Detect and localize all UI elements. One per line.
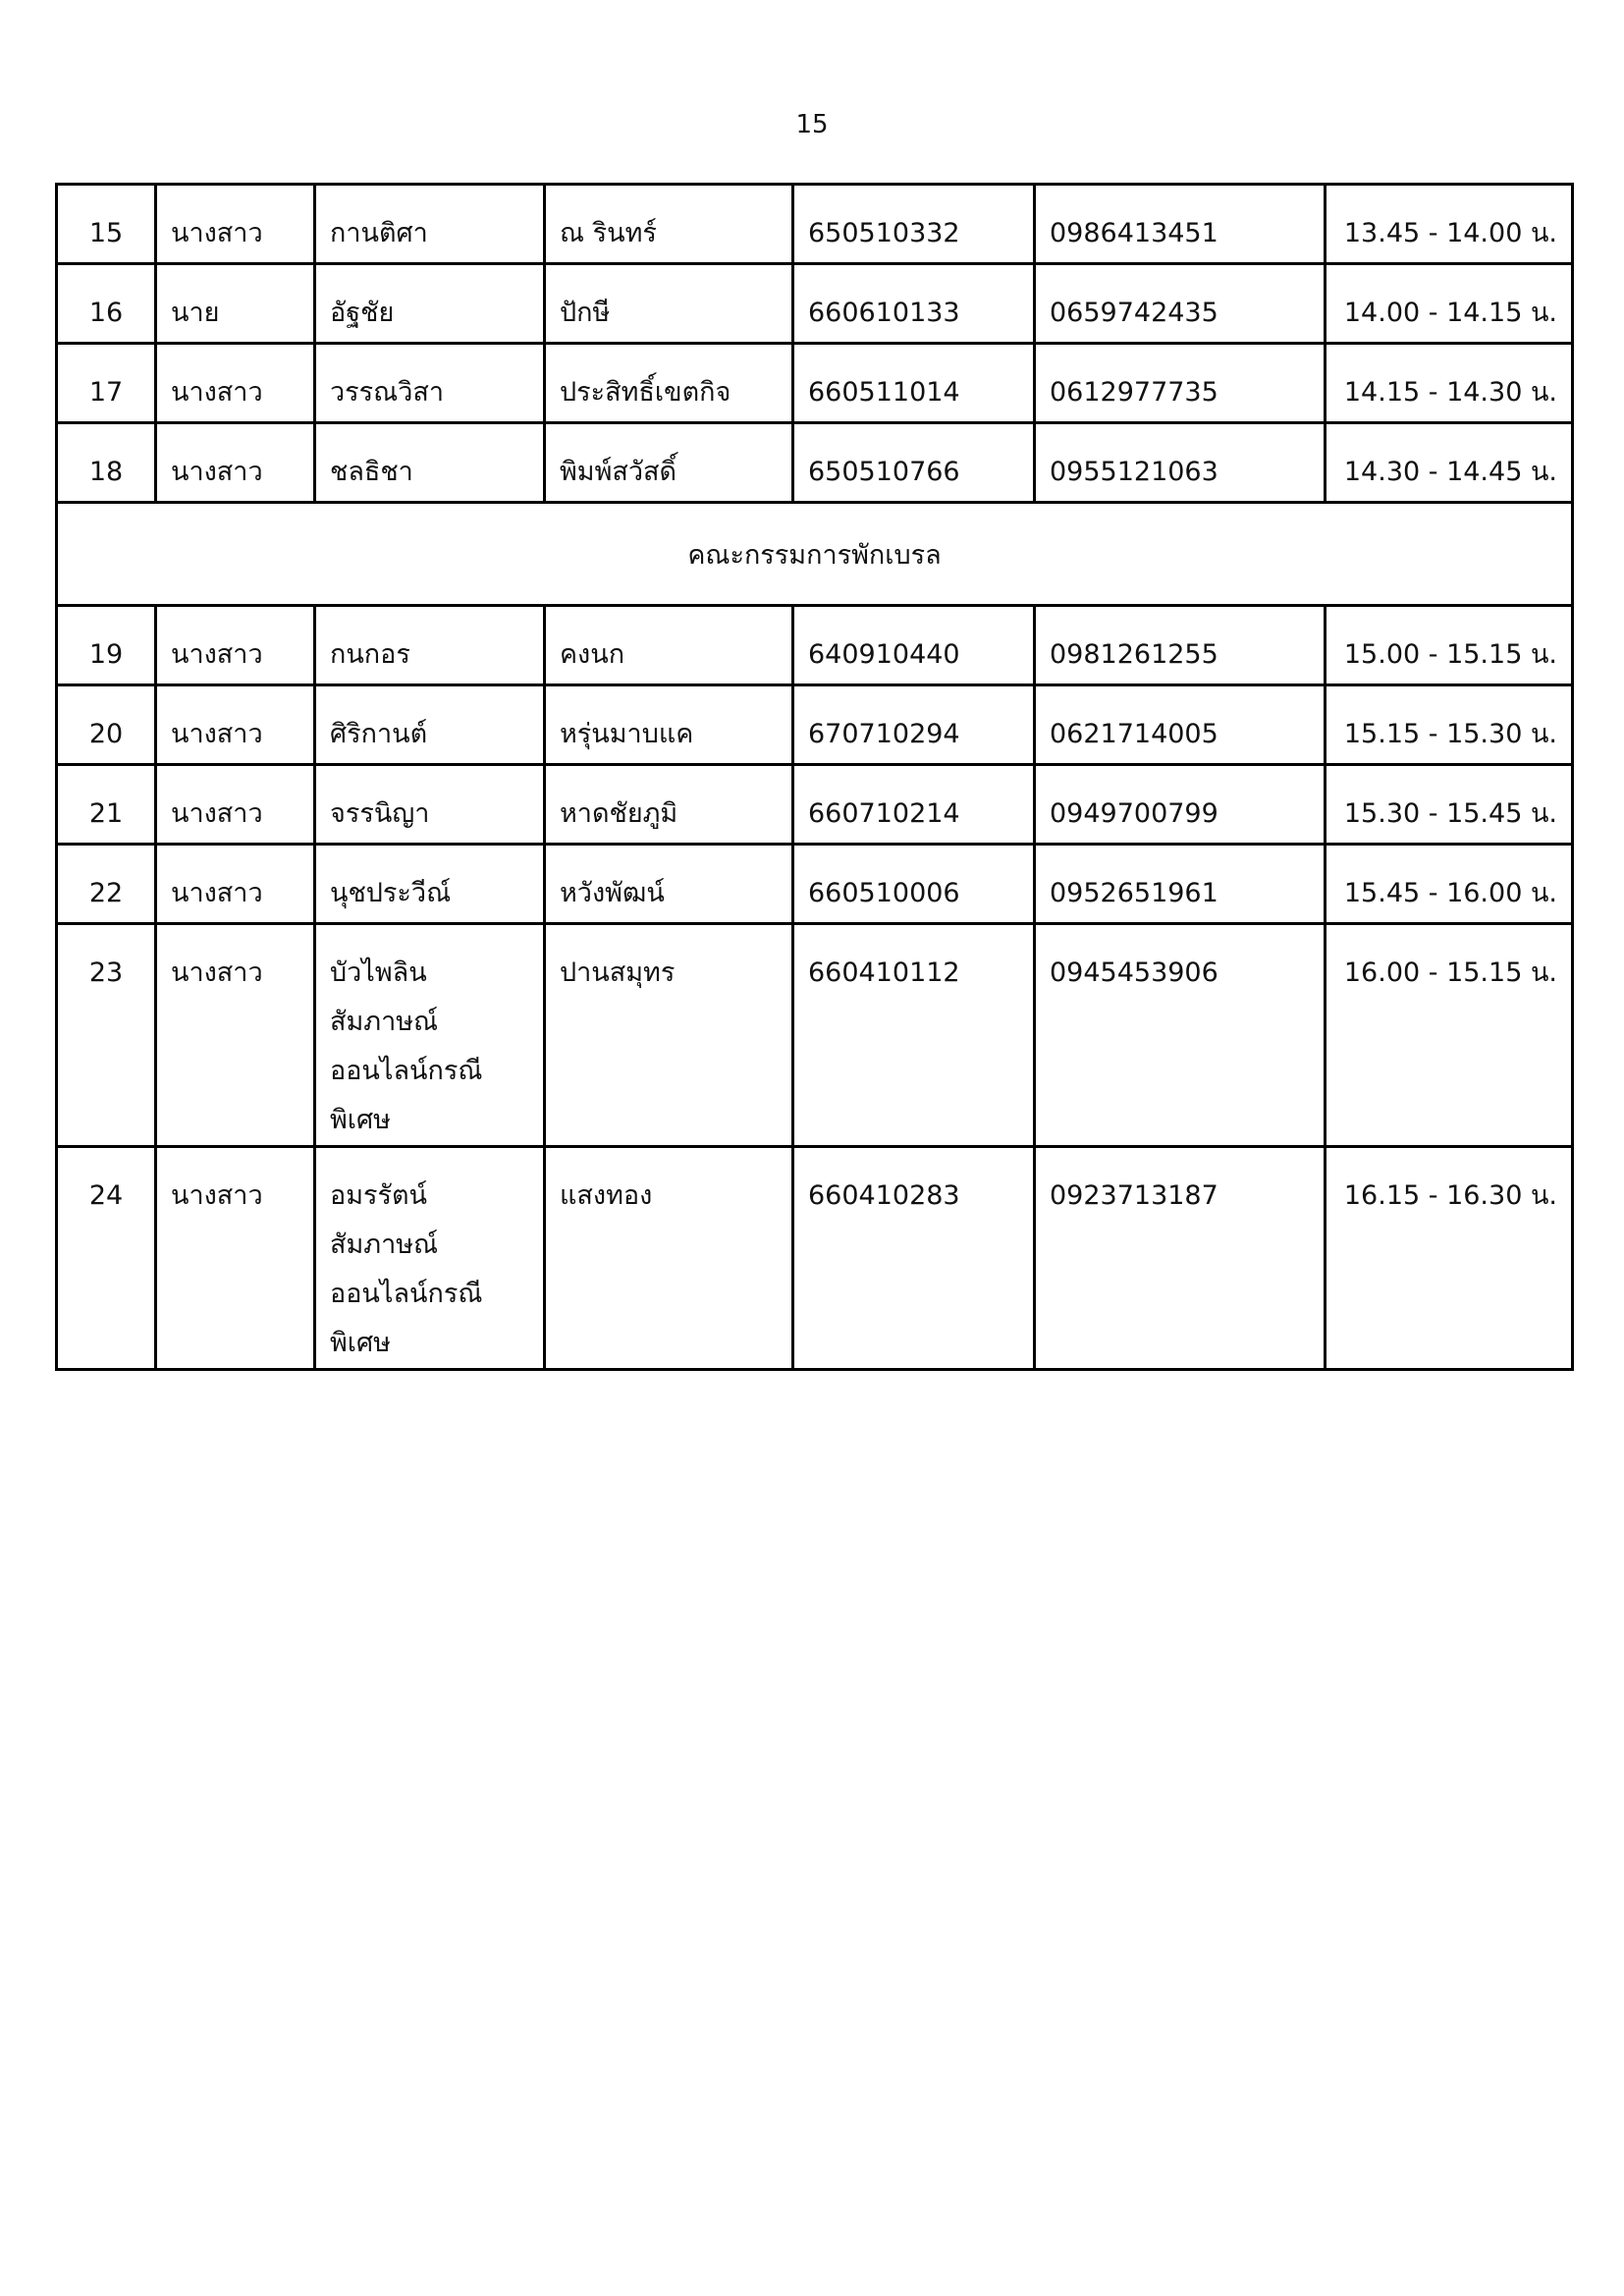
cell-phone: 0955121063 (1035, 423, 1326, 503)
cell-title: นางสาว (156, 1146, 315, 1369)
cell-first-name: นุชประวีณ์ (315, 845, 545, 924)
cell-time: 16.15 - 16.30 น. (1326, 1146, 1573, 1369)
cell-student-id: 650510766 (793, 423, 1035, 503)
cell-first-name: ชลธิชา (315, 423, 545, 503)
section-header-row (57, 503, 1573, 606)
cell-title: นางสาว (156, 765, 315, 845)
cell-first-name: จรรนิญา (315, 765, 545, 845)
cell-last-name: หาดชัยภูมิ (545, 765, 793, 845)
cell-phone: 0981261255 (1035, 606, 1326, 685)
cell-time: 14.30 - 14.45 น. (1326, 423, 1573, 503)
cell-number: 15 (57, 185, 156, 264)
cell-phone: 0949700799 (1035, 765, 1326, 845)
cell-student-id: 660410283 (793, 1146, 1035, 1369)
first-name-line: อมรรัตน์ (330, 1179, 428, 1211)
cell-title: นางสาว (156, 845, 315, 924)
cell-phone: 0986413451 (1035, 185, 1326, 264)
cell-time: 14.15 - 14.30 น. (1326, 344, 1573, 423)
first-name-line: บัวไพลิน (330, 957, 427, 988)
cell-first-name: วรรณวิสา (315, 344, 545, 423)
cell-last-name: ปานสมุทร (545, 924, 793, 1147)
cell-time: 15.45 - 16.00 น. (1326, 845, 1573, 924)
table-row (57, 924, 1573, 1147)
page-number: 15 (795, 110, 829, 139)
cell-title: นาย (156, 264, 315, 344)
cell-title: นางสาว (156, 185, 315, 264)
cell-time: 14.00 - 14.15 น. (1326, 264, 1573, 344)
cell-time: 16.00 - 15.15 น. (1326, 924, 1573, 1147)
table-row (57, 423, 1573, 503)
cell-phone: 0659742435 (1035, 264, 1326, 344)
cell-student-id: 660710214 (793, 765, 1035, 845)
cell-last-name: คงนก (545, 606, 793, 685)
cell-title: นางสาว (156, 924, 315, 1147)
cell-last-name: หรุ่นมาบแค (545, 685, 793, 765)
cell-time: 15.15 - 15.30 น. (1326, 685, 1573, 765)
cell-student-id: 660510006 (793, 845, 1035, 924)
cell-time: 15.30 - 15.45 น. (1326, 765, 1573, 845)
table-row (57, 845, 1573, 924)
section-label: คณะกรรมการพักเบรล (57, 503, 1573, 606)
first-name-note-line: สัมภาษณ์ (330, 1006, 439, 1037)
first-name-note-line: สัมภาษณ์ (330, 1229, 439, 1260)
cell-last-name: ณ รินทร์ (545, 185, 793, 264)
table-row (57, 264, 1573, 344)
cell-number: 22 (57, 845, 156, 924)
cell-student-id: 670710294 (793, 685, 1035, 765)
cell-phone: 0621714005 (1035, 685, 1326, 765)
table-row (57, 765, 1573, 845)
cell-number: 18 (57, 423, 156, 503)
cell-first-name: ศิริกานต์ (315, 685, 545, 765)
cell-phone: 0952651961 (1035, 845, 1326, 924)
cell-last-name: แสงทอง (545, 1146, 793, 1369)
interview-schedule-table (55, 183, 1574, 1371)
cell-number: 20 (57, 685, 156, 765)
first-name-note-line: ออนไลน์กรณี (330, 1278, 483, 1309)
cell-last-name: ประสิทธิ์เขตกิจ (545, 344, 793, 423)
cell-phone: 0923713187 (1035, 1146, 1326, 1369)
cell-student-id: 660410112 (793, 924, 1035, 1147)
table-row (57, 1146, 1573, 1369)
cell-title: นางสาว (156, 423, 315, 503)
cell-last-name: พิมพ์สวัสดิ์ (545, 423, 793, 503)
cell-time: 13.45 - 14.00 น. (1326, 185, 1573, 264)
cell-number: 23 (57, 924, 156, 1147)
cell-number: 19 (57, 606, 156, 685)
cell-student-id: 660610133 (793, 264, 1035, 344)
cell-number: 21 (57, 765, 156, 845)
first-name-note-line: พิเศษ (330, 1104, 391, 1135)
table-row (57, 606, 1573, 685)
cell-phone: 0945453906 (1035, 924, 1326, 1147)
cell-student-id: 660511014 (793, 344, 1035, 423)
table-row (57, 344, 1573, 423)
cell-first-name: อัฐชัย (315, 264, 545, 344)
cell-last-name: หวังพัฒน์ (545, 845, 793, 924)
first-name-note-line: ออนไลน์กรณี (330, 1055, 483, 1086)
cell-first-name (315, 924, 545, 1147)
cell-first-name (315, 1146, 545, 1369)
cell-number: 24 (57, 1146, 156, 1369)
table-row (57, 185, 1573, 264)
cell-number: 16 (57, 264, 156, 344)
cell-title: นางสาว (156, 685, 315, 765)
cell-student-id: 650510332 (793, 185, 1035, 264)
cell-time: 15.00 - 15.15 น. (1326, 606, 1573, 685)
cell-title: นางสาว (156, 606, 315, 685)
first-name-note-line: พิเศษ (330, 1327, 391, 1358)
cell-first-name: กนกอร (315, 606, 545, 685)
table-row (57, 685, 1573, 765)
cell-first-name: กานติศา (315, 185, 545, 264)
cell-student-id: 640910440 (793, 606, 1035, 685)
cell-phone: 0612977735 (1035, 344, 1326, 423)
cell-title: นางสาว (156, 344, 315, 423)
cell-number: 17 (57, 344, 156, 423)
cell-last-name: ปักษี (545, 264, 793, 344)
